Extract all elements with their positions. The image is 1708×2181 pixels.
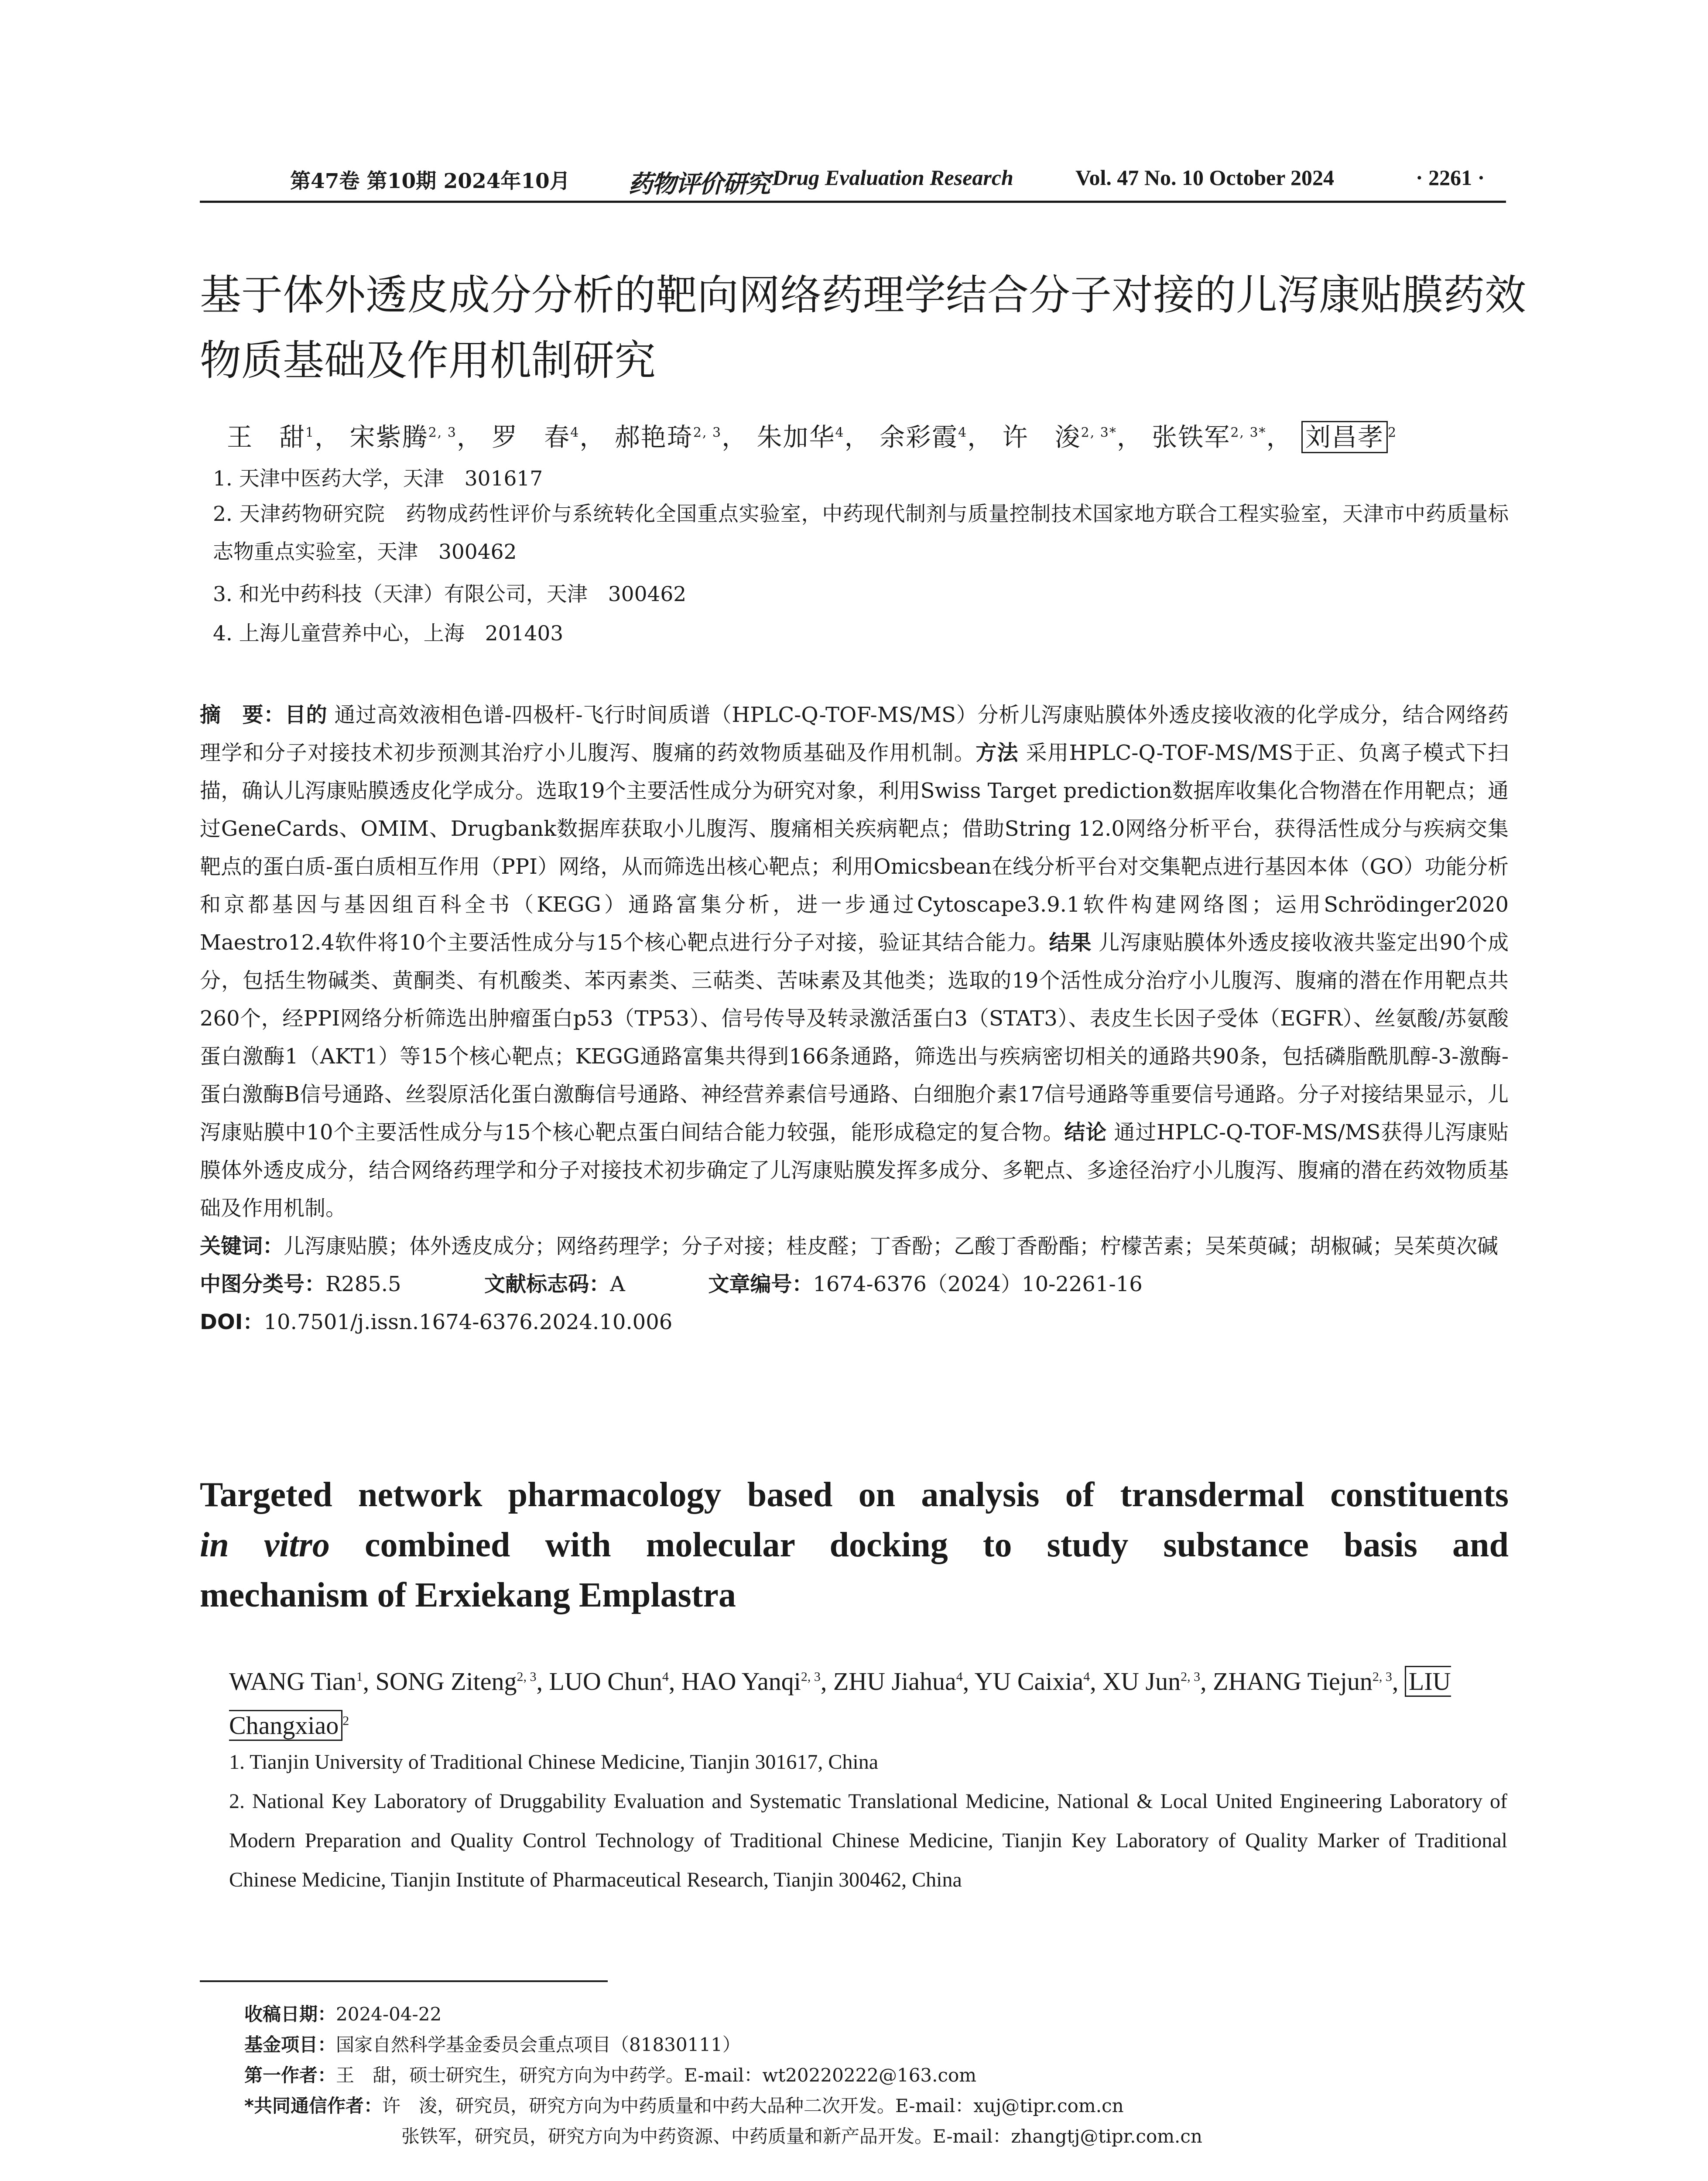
footnote-fund: 基金项目：国家自然科学基金委员会重点项目（81830111） (244, 2034, 741, 2055)
authors-cn: 王 甜$^1$， 宋紫腾$^{2, 3}$， 罗 春$^4$， 郝艳琦$^{2, 3}$， 朱加华$^4$， 余彩霞$^4$， 许 浚$^{2, 3*}$， 张铁军$^{2, 3*}$， 刘昌孝 $^2$ (227, 417, 1397, 453)
conclusion-text: 通过HPLC-Q-TOF-MS/MS获得儿泻康贴膜体外透皮成分，结合网络药理学和分子对接技术初步确定了儿泻康贴膜发挥多成分、多靶点、多途径治疗小儿腹泻、腹痛的潜在药效物质基础及作用机制。 (200, 1120, 1509, 1220)
result-label: 结果 (1049, 930, 1092, 955)
page-number: · 2261 · (1416, 165, 1485, 190)
doc-code-label: 文献标志码： (484, 1272, 610, 1296)
header-rule (200, 201, 1506, 203)
title-en-line1: Targeted network pharmacology based on analysis of transdermal constituents (200, 1476, 1509, 1514)
affiliation-cn-1: 1. 天津中医药大学，天津 301617 (213, 467, 543, 491)
title-cn-line2: 物质基础及作用机制研究 (200, 337, 656, 385)
keywords (200, 1227, 1509, 1265)
author-en: XU Jun$^{2, 3}$ (1102, 1667, 1201, 1696)
footnote-received: 收稿日期：2024-04-22 (244, 2003, 442, 2025)
author-en: LUO Chun$^4$ (549, 1667, 669, 1696)
journal-logo-text: 药物评价研究 (628, 170, 770, 198)
method-text: 采用HPLC-Q-TOF-MS/MS于正、负离子模式下扫描，确认儿泻康贴膜透皮化学成分。选取19个主要活性成分为研究对象，利用Swiss Target prediction数据库收集化合物潜在作用靶点；通过GeneCards、OMIM、Drugbank数据库获取小儿腹泻、腹痛相关疾病靶点；借助String 12.0网络分析平台，获得活性成分与疾病交集靶点的蛋白质-蛋白质相互作用（PPI）网络，从而筛选出核心靶点；利用Omicsbean在线分析平台对交集靶点进行基因本体（GO）功能分析和京都基因与基因组百科全书（KEGG）通路富集分析，进一步通过Cytoscape3.9.1软件构建网络图；运用Schrödinger2020 Maestro12.4软件将10个主要活性成分与15个核心靶点进行分子对接，验证其结合能力。 (200, 741, 1509, 955)
article-number-label: 文章编号： (708, 1272, 813, 1296)
title-en-line3: mechanism of Erxiekang Emplastra (200, 1576, 736, 1614)
author-en: WANG Tian$^1$ (229, 1667, 363, 1696)
article-number-value: 1674-6376（2024）10-2261-16 (813, 1272, 1143, 1296)
author-en: ZHANG Tiejun$^{2, 3}$ (1213, 1667, 1392, 1696)
purpose-text: 通过高效液相色谱-四极杆-飞行时间质谱（HPLC-Q-TOF-MS/MS）分析儿泻康贴膜体外透皮接收液的化学成分，结合网络药理学和分子对接技术初步预测其治疗小儿腹泻、腹痛的药效物质基础及作用机制。 (200, 703, 1509, 765)
volume-en: Vol. 47 No. 10 October 2024 (1075, 165, 1335, 190)
authors-en: WANG Tian$^1$, SONG Ziteng$^{2, 3}$, LUO Chun$^4$, HAO Yanqi$^{2, 3}$, ZHU Jiahua$^4$, YU Caixia$^4$, XU Jun$^{2, 3}$, ZHANG Tiejun$^{2, 3}$, LIU Changxiao $^2$ (229, 1658, 1507, 1745)
doi-value[interactable]: 10.7501/j.issn.1674-6376.2024.10.006 (264, 1310, 673, 1334)
method-label: 方法 (976, 741, 1019, 765)
footnote-rule (200, 1980, 608, 1982)
purpose-label: 目的 (284, 703, 328, 727)
author-cn: 王 甜$^1$ (227, 422, 315, 452)
doi-label: DOI： (200, 1310, 264, 1334)
abstract-label: 摘 要： (200, 703, 285, 727)
author-cn: 余彩霞$^4$ (880, 422, 968, 452)
clc-value: R285.5 (325, 1272, 401, 1296)
footnote-first-author: 第一作者：王 甜，硕士研究生，研究方向为中药学。E-mail：wt20220222@163.com (244, 2065, 977, 2086)
journal-logo (628, 165, 770, 198)
doi-row (200, 1303, 1509, 1341)
affiliation-cn-3: 3. 和光中药科技（天津）有限公司，天津 300462 (213, 582, 687, 606)
result-text: 儿泻康贴膜体外透皮接收液共鉴定出90个成分，包括生物碱类、黄酮类、有机酸类、苯丙素类、三萜类、苦味素及其他类；选取的19个活性成分治疗小儿腹泻、腹痛的潜在作用靶点共260个，经PPI网络分析筛选出肿瘤蛋白p53（TP53）、信号传导及转录激活蛋白3（STAT3）、表皮生长因子受体（EGFR）、丝氨酸/苏氨酸蛋白激酶1（AKT1）等15个核心靶点；KEGG通路富集共得到166条通路，筛选出与疾病密切相关的通路共90条，包括磷脂酰肌醇-3-激酶-蛋白激酶B信号通路、丝裂原活化蛋白激酶信号通路、神经营养素信号通路、白细胞介素17信号通路等重要信号通路。分子对接结果显示，儿泻康贴膜中10个主要活性成分与15个核心靶点蛋白间结合能力较强，能形成稳定的复合物。 (200, 930, 1509, 1145)
author-en: ZHU Jiahua$^4$ (833, 1667, 963, 1696)
affiliation-en-1: 1. Tianjin University of Traditional Chinese Medicine, Tianjin 301617, China (229, 1750, 879, 1774)
keywords-text: 儿泻康贴膜；体外透皮成分；网络药理学；分子对接；桂皮醛；丁香酚；乙酸丁香酚酯；柠檬苦素；吴茱萸碱；胡椒碱；吴茱萸次碱 (284, 1234, 1499, 1258)
footnote-corresponding: *共同通信作者：许 浚，研究员，研究方向为中药质量和中药大品种二次开发。E-mail：xuj@tipr.com.cn (244, 2095, 1124, 2116)
abstract (200, 696, 1509, 1341)
doc-code-value: A (610, 1272, 625, 1296)
title-en-line2: in vitro combined with molecular docking to study substance basis and (200, 1526, 1509, 1564)
author-cn: 郝艳琦$^{2, 3}$ (614, 422, 722, 452)
journal-name-en: Drug Evaluation Research (772, 165, 1013, 190)
conclusion-label: 结论 (1064, 1120, 1107, 1145)
header-volume-info: 第47卷 第10期 2024年10月 (290, 169, 570, 193)
author-cn: 宋紫腾$^{2, 3}$ (349, 422, 457, 452)
title-en (200, 1470, 1509, 1620)
title-cn (200, 263, 1527, 393)
author-cn: 朱加华$^4$ (756, 422, 845, 452)
affiliation-en-2: 2. National Key Laboratory of Druggability Evaluation and Systematic Translational Medicine, National & Local United Engineering Laboratory of Modern Preparation and Quality Control Technology of Traditional Chinese Medicine, Tianjin Key Laboratory of Quality Marker of Traditional Chinese Medicine, Tianjin Institute of Pharmaceutical Research, Tianjin 300462, China (229, 1790, 1507, 1891)
author-en: SONG Ziteng$^{2, 3}$ (375, 1667, 537, 1696)
author-en-boxed: LIU Changxiao $^2$ (229, 1667, 1451, 1739)
classification-row (200, 1265, 1509, 1303)
author-cn: 罗 春$^4$ (492, 422, 580, 452)
title-cn-line1: 基于体外透皮成分分析的靶向网络药理学结合分子对接的儿泻康贴膜药效 (200, 271, 1527, 319)
affiliation-cn-4: 4. 上海儿童营养中心，上海 201403 (213, 622, 564, 646)
author-cn-boxed: 刘昌孝 $^2$ (1301, 422, 1397, 452)
affiliation-cn-2: 2. 天津药物研究院 药物成药性评价与系统转化全国重点实验室，中药现代制剂与质量控制技术国家地方联合工程实验室，天津市中药质量标志物重点实验室，天津 300462 (213, 502, 1509, 564)
author-cn: 张铁军$^{2, 3*}$ (1152, 422, 1266, 452)
author-cn: 许 浚$^{2, 3*}$ (1002, 422, 1117, 452)
author-en: HAO Yanqi$^{2, 3}$ (681, 1667, 821, 1696)
footnote-corresponding-2: 张铁军，研究员，研究方向为中药资源、中药质量和新产品开发。E-mail：zhangtj@tipr.com.cn (401, 2126, 1202, 2147)
clc-label: 中图分类号： (200, 1272, 326, 1296)
author-en: YU Caixia$^4$ (974, 1667, 1090, 1696)
keywords-label: 关键词： (200, 1234, 284, 1258)
